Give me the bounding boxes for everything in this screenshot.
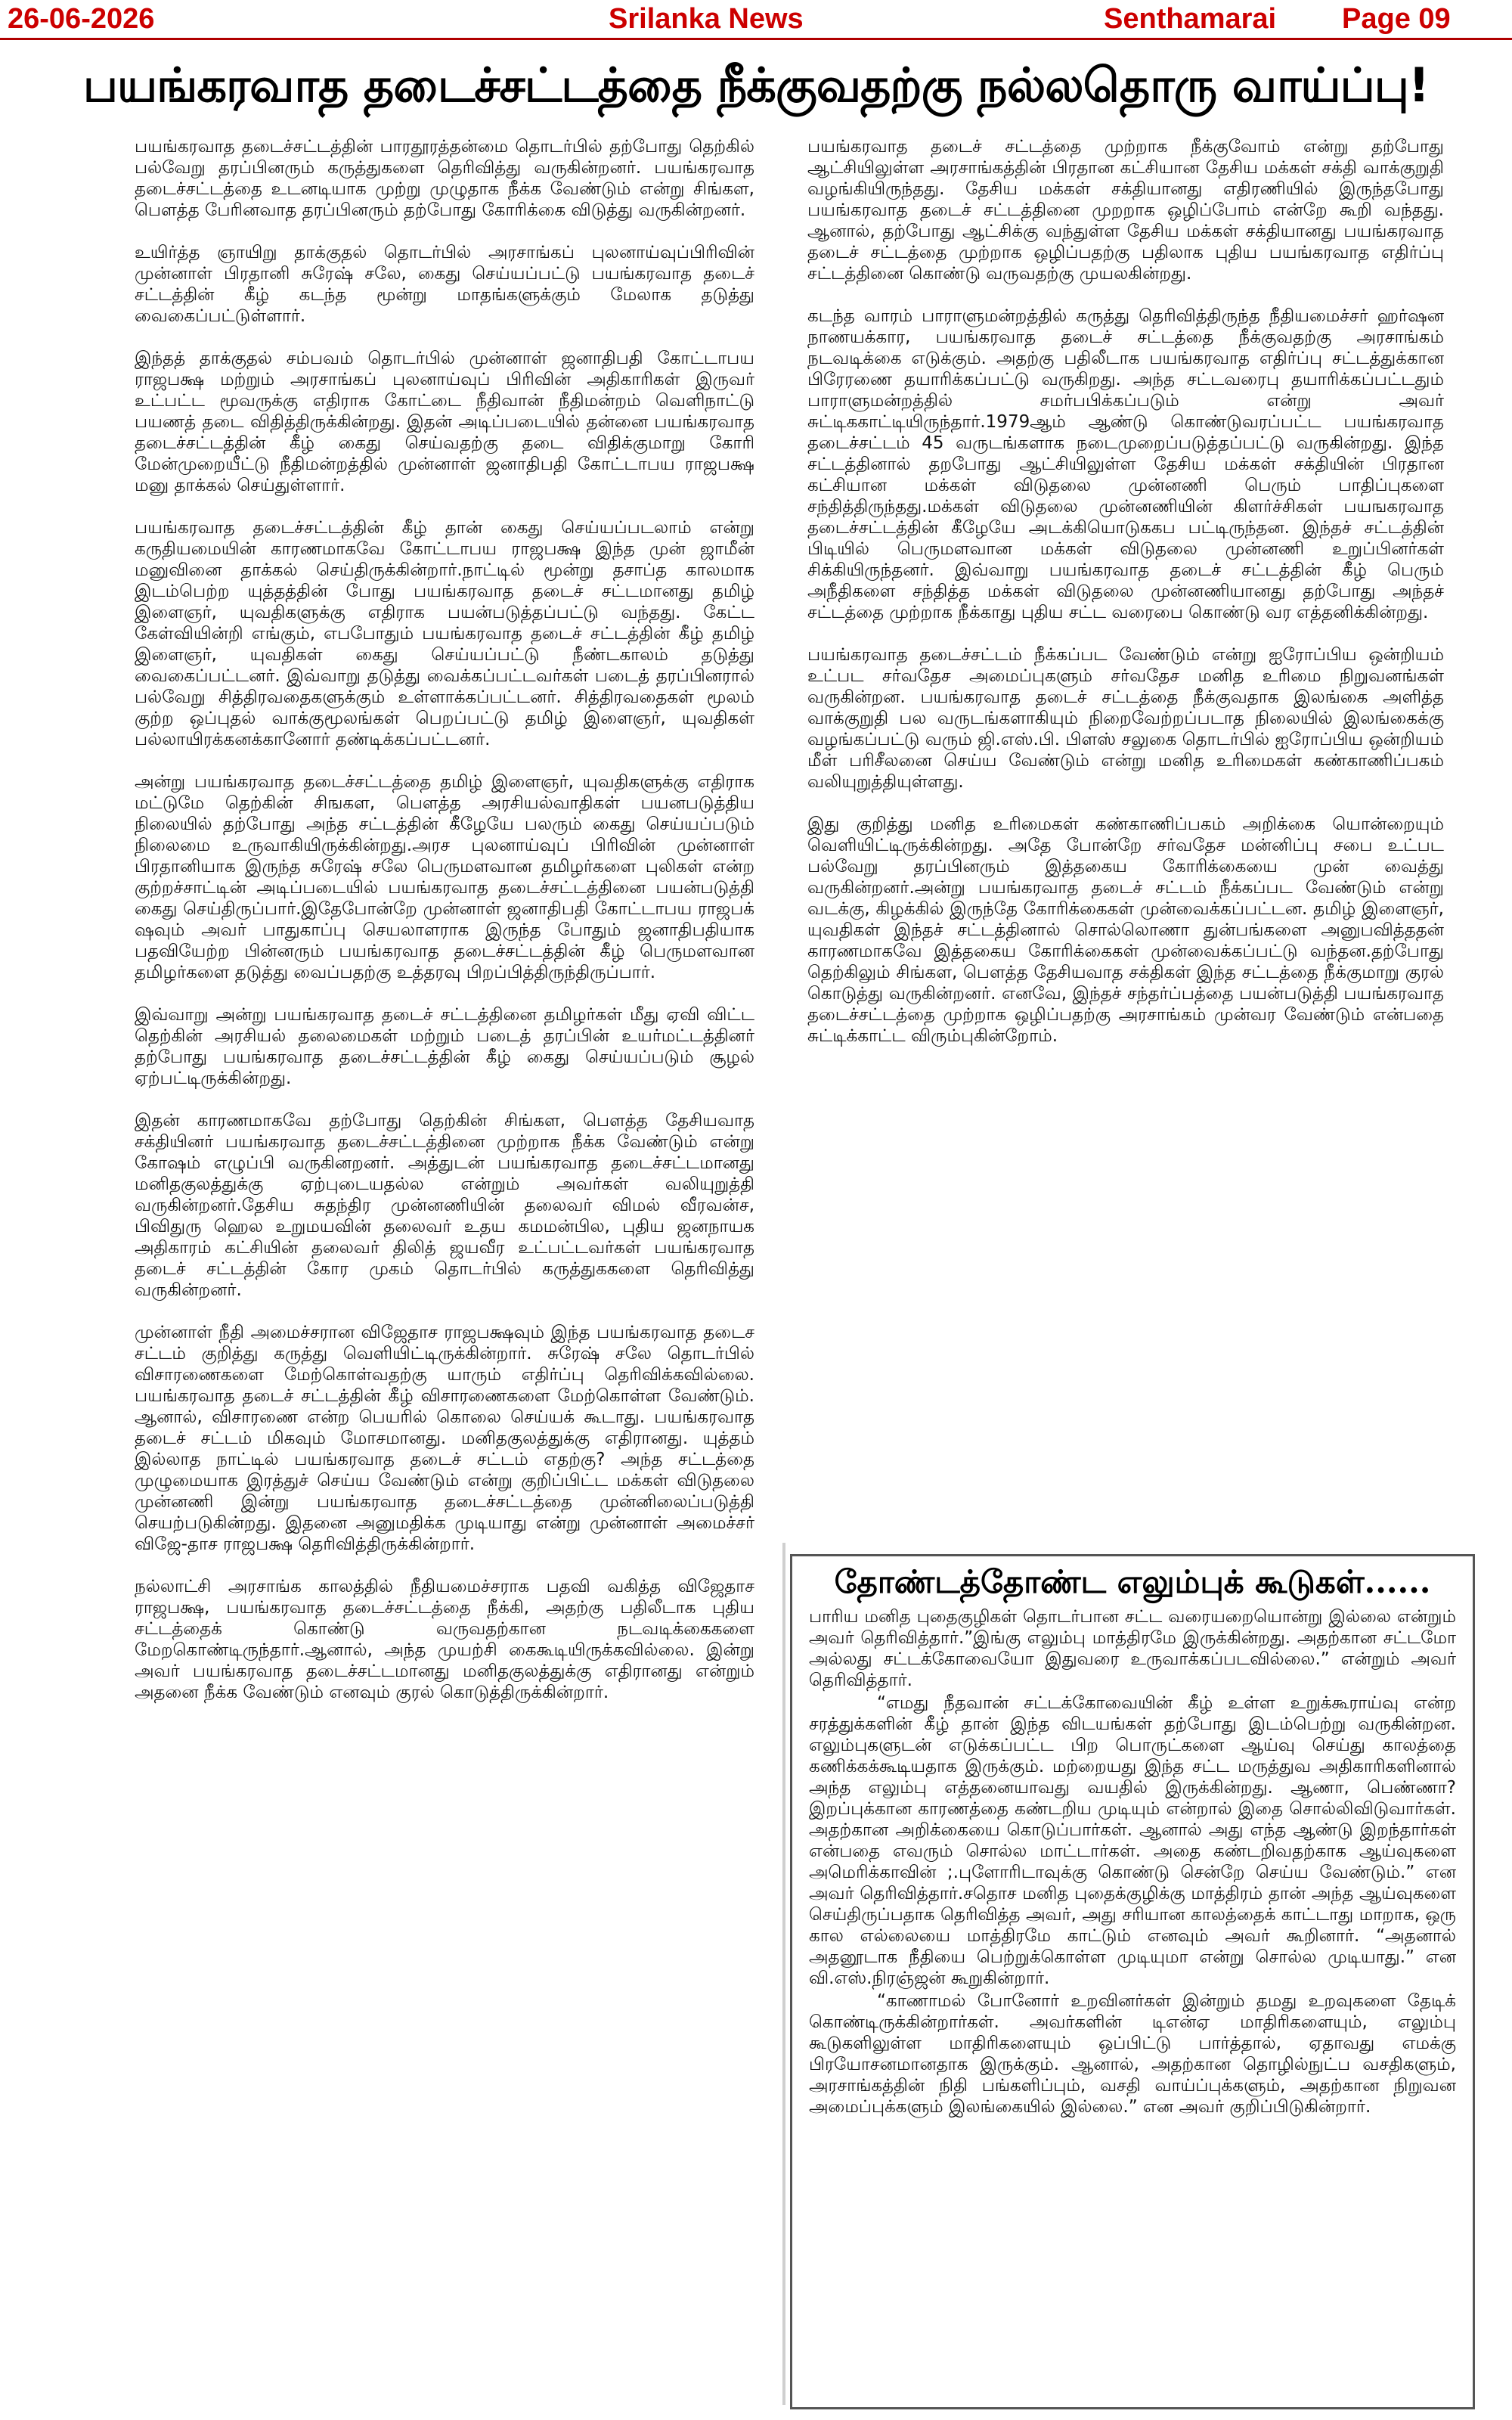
paragraph: “காணாமல் போனோர் உறவினர்கள் இன்றும் தமது உறவுகளை தேடிக் கொண்டிருக்கின்றார்கள். அவர்களின் டிஎன்ஏ மாதிரிகளையும், எலும்பு கூடுகளிலுள்ள மாதிரிகளையும் ஒப்பிட்டு பார்த்தால், ஏதாவது எமக்கு பிரயோசனமானதாக இருக்கும். ஆனால், அதற்கான தொழில்நுட்ப வசதிகளும், அரசாங்கத்தின் நிதி பங்களிப்பும், வசதி வாய்ப்புக்களும், அதற்கான நிறுவன அமைப்புக்களும் இலங்கையில் இல்லை.” என அவர் குறிப்பிடுகின்றார். [809,1991,1456,2117]
right-column [807,136,1444,1520]
paragraph: நல்லாட்சி அரசாங்க காலத்தில் நீதியமைச்சராக பதவி வகித்த விஜேதாச ராஜபக்ஷ, பயங்கரவாத தடைச்சட்டத்தை நீக்கி, அதற்கு பதிலீடாக புதிய சட்டத்தைக் கொண்டு வருவதற்கான நடவடிக்கைகளை மேறகொண்டிருந்தார்.ஆனால், அந்த முயற்சி கைகூடியிருக்கவில்லை. இன்று அவர் பயங்கரவாத தடைச்சட்டமானது மனிதகுலத்துக்கு எதிரானது என்றும் அதனை நீக்க வேண்டும் எனவும் குரல் கொடுத்திருக்கின்றார். [135,1577,754,1702]
paragraph: பயங்கரவாத தடைச்சட்டம் நீக்கப்பட வேண்டும் என்று ஐரோப்பிய ஒன்றியம் உட்பட சர்வதேச அமைப்புகளும் சர்வதேச மனித உரிமை நிறுவனங்கள் வருகின்றன. பயங்கரவாத தடைச் சட்டத்தை நீக்குவதாக இலங்கை அளித்த வாக்குறுதி பல வருடங்களாகியும் நிறைவேற்றப்படாத நிலையில் இலங்கைக்கு வழங்கப்பட்டு வரும் ஜி.எஸ்.பி. பிளஸ் சலுகை தொடர்பில் ஐரோப்பிய ஒன்றியம் மீள் பரிசீலனை செய்ய வேண்டும் என்று மனித உரிமைகள் கண்காணிப்பகம் வலியுறுத்தியுள்ளது. [807,645,1444,792]
paragraph: இது குறித்து மனித உரிமைகள் கண்காணிப்பகம் அறிக்கை யொன்றையும் வெளியிட்டிருக்கின்றது. அதே போன்றே சர்வதேச மன்னிப்பு சபை உட்பட பல்வேறு தரப்பினரும் இத்தகைய கோரிக்கையை முன் வைத்து வருகின்றனர்.அன்று பயங்கரவாத தடைச் சட்டம் நீக்கப்பட வேண்டும் என்று வடக்கு, கிழக்கில் இருந்தே கோரிக்கைகள் முன்வைக்கப்பட்டன. தமிழ் இளைஞர், யுவதிகள் இந்தச் சட்டத்தினால் சொல்லொணா துன்பங்களை அனுபவித்ததன் காரணமாகவே இத்தகைய கோரிக்கைகள் முன்வைக்கப்பட்டு வந்தன.தற்போது தெற்கிலும் சிங்கள, பௌத்த தேசியவாத சக்திகள் இந்த சட்டத்தை நீக்குமாறு குரல் கொடுத்து வருகின்றனர். எனவே, இந்தச் சந்தர்ப்பத்தை பயன்படுத்தி பயங்கரவாத தடைச்சட்டத்தை முற்றாக ஒழிப்பதற்கு அரசாங்கம் முன்வர வேண்டும் என்பதை சுட்டிக்காட்ட விரும்புகின்றோம். [807,814,1444,1046]
sidebar-title: தோண்டத்தோண்ட எலும்புக் கூடுகள்...... [834,1563,1431,1600]
page-header [0,0,1512,40]
headline: பயங்கரவாத தடைச்சட்டத்தை நீக்குவதற்கு நல்லதொரு வாய்ப்பு! [82,57,1430,113]
paragraph: பயங்கரவாத தடைச்சட்டத்தின் பாரதூரத்தன்மை தொடர்பில் தற்போது தெற்கில் பல்வேறு தரப்பினரும் கருத்துகளை தெரிவித்து வருகின்றனர். பயங்கரவாத தடைச்சட்டத்தை உடனடியாக முற்று முழுதாக நீக்க வேண்டும் என்று சிங்கள, பௌத்த பேரினவாத தரப்பினரும் தற்போது கோரிக்கை விடுத்து வருகின்றனர். [135,137,754,220]
paragraph: இந்தத் தாக்குதல் சம்பவம் தொடர்பில் முன்னாள் ஜனாதிபதி கோட்டாபய ராஜபக்ஷ மற்றும் அரசாங்கப் புலனாய்வுப் பிரிவின் அதிகாரிகள் இருவர் உட்பட்ட மூவருக்கு எதிராக கோட்டை நீதிவான் நீதிமன்றம் வெளிநாட்டு பயணத் தடை விதித்திருக்கின்றது. இதன் அடிப்படையில் தன்னை பயங்கரவாத தடைச்சட்டத்தின் கீழ் கைது செய்வதற்கு தடை விதிக்குமாறு கோரி மேன்முறையீட்டு நீதிமன்றத்தில் முன்னாள் ஜனாதிபதி கோட்டாபய ராஜபக்ஷ மனு தாக்கல் செய்துள்ளார். [135,349,754,495]
paper-name: Senthamarai [1104,3,1277,35]
sidebar-text [792,1606,1473,2118]
site-name: Srilanka News [609,3,804,35]
paragraph: கடந்த வாரம் பாராளுமன்றத்தில் கருத்து தெரிவித்திருந்த நீதியமைச்சர் ஹர்ஷன நாணயக்கார, பயங்கரவாத தடைச் சட்டத்தை நீக்குவதற்கு அரசாங்கம் நடவடிக்கை எடுக்கும். அதற்கு பதிலீடாக பயங்கரவாத எதிர்ப்பு சட்டத்துக்கான பிரேரணை தயாரிக்கப்பட்டு வருகிறது. அந்த சட்டவரைபு தயாரிக்கப்பட்டதும் பாராளுமன்றத்தில் சமர்பபிக்கப்படும் என்று அவர் சுட்டிககாட்டியிருந்தார்.1979ஆம் ஆண்டு கொண்டுவரப்பட்ட பயங்கரவாத தடைச்சட்டம் 45 வருடங்களாக நடைமுறைப்படுத்தப்பட்டு வருகின்றது. இந்த சட்டத்தினால் தறபோது ஆட்சியிலுள்ள தேசிய மக்கள் சக்தியின் பிரதான கட்சியான மக்கள் விடுதலை முன்னணி பெரும் பாதிப்புகளை சந்தித்திருந்தது.மக்கள் விடுதலை முன்னணியின் கிளர்ச்சிகள் பயஙகரவாத தடைச்சட்டத்தின் கீழேயே அடக்கியொடுககப பட்டிருந்தன. இந்தச் சட்டத்தின் பிடியில் பெருமளவான மக்கள் விடுதலை முன்னணி உறுப்பினர்கள் சிக்கியிருந்தனர். இவ்வாறு பயங்கரவாத தடைச் சட்டத்தின் கீழ் பெரும் அநீதிகளை சந்தித்த மக்கள் விடுதலை முன்னணியானது தற்போது அந்தச் சட்டத்தை முற்றாக நீக்காது புதிய சட்ட வரைபை கொண்டு வர எத்தனிக்கின்றது. [807,306,1444,622]
paragraph: பாரிய மனித புதைகுழிகள் தொடர்பான சட்ட வரையறையொன்று இல்லை என்றும் அவர் தெரிவித்தார்.”இங்கு எலும்பு மாத்திரமே இருக்கின்றது. அதற்கான சட்டமோ அல்லது சட்டக்கோவையோ இதுவரை உருவாக்கப்படவில்லை.” என்றும் அவர் தெரிவித்தார். [809,1607,1456,1690]
paragraph: அன்று பயங்கரவாத தடைச்சட்டத்தை தமிழ் இளைஞர், யுவதிகளுக்கு எதிராக மட்டுமே தெற்கின் சிஙகள, பௌத்த அரசியல்வாதிகள் பயனபடுத்திய நிலையில் தற்போது அந்த சட்டத்தின் கீழேயே பலரும் கைது செய்யப்படும் நிலைமை உருவாகியிருக்கின்றது.அரச புலனாய்வுப் பிரிவின் முன்னாள் பிரதானியாக இருந்த சுரேஷ் சலே பெருமளவான தமிழர்களை புலிகள் என்ற குற்றச்சாட்டின் அடிப்படையில் பயங்கரவாத தடைச்சட்டத்தினை பயன்படுத்தி கைது செய்திருப்பார்.இதேபோன்றே முன்னாள் ஜனாதிபதி கோட்டாபய ராஜபக் ஷவும் அவர் பாதுகாப்பு செயலாளராக இருந்த போதும் ஜனாதிபதியாக பதவியேற்ற பின்னரும் பயங்கரவாத தடைச்சட்டத்தின் கீழ் பெருமளவான தமிழர்களை தடுத்து வைப்பதற்கு உத்தரவு பிறப்பித்திருந்திருப்பார். [135,772,754,982]
paragraph: இதன் காரணமாகவே தற்போது தெற்கின் சிங்கள, பௌத்த தேசியவாத சக்தியினர் பயங்கரவாத தடைச்சட்டத்தினை முற்றாக நீக்க வேண்டும் என்று கோஷம் எழுப்பி வருகினறனர். அத்துடன் பயங்கரவாத தடைச்சட்டமானது மனிதகுலத்துக்கு ஏற்புடையதல்ல என்றும் அவர்கள் வலியுறுத்தி வருகின்றனர்.தேசிய சுதந்திர முன்னணியின் தலைவர் விமல் வீரவன்ச, பிவிதுரு ஹெல உறுமயவின் தலைவர் உதய கமமன்பில, புதிய ஜனநாயக அதிகாரம் கட்சியின் தலைவர் திலித் ஜயவீர உட்பட்டவர்கள் பயங்கரவாத தடைச் சட்டத்தின் கோர முகம் தொடர்பில் கருத்துககளை தெரிவித்து வருகின்றனர். [135,1111,754,1300]
sidebar-divider [782,1543,785,2405]
paragraph: பயங்கரவாத தடைச்சட்டத்தின் கீழ் தான் கைது செய்யப்படலாம் என்று கருதியமையின் காரணமாகவே கோட்டாபய ராஜபக்ஷ இந்த முன் ஜாமீன் மனுவினை தாக்கல் செய்திருக்கின்றார்.நாட்டில் மூன்று தசாப்த காலமாக இடம்பெற்ற யுத்தத்தின் போது பயங்கரவாத தடைச் சட்டமானது தமிழ் இளைஞர், யுவதிகளுக்கு எதிராக பயன்படுத்தப்பட்டு வந்தது. கேட்ட கேள்வியின்றி எங்கும், எபபோதும் பயங்கரவாத தடைச் சட்டத்தின் கீழ் தமிழ் இளைஞர், யுவதிகள் கைது செய்யப்பட்டு நீண்டகாலம் தடுத்து வைகைப்பட்டனர். இவ்வாறு தடுத்து வைக்கப்பட்டவர்கள் படைத் தரப்பினரால் பல்வேறு சித்திரவதைகளுக்கும் உள்ளாக்கப்பட்டனர். சித்திரவதைகள் மூலம் குற்ற ஒப்புதல் வாக்குமூலங்கள் பெறப்பட்டு தமிழ் இளைஞர், யுவதிகள் பல்லாயிரக்கனக்கானோர் தண்டிக்கப்பட்டனர். [135,518,754,749]
paragraph: இவ்வாறு அன்று பயங்கரவாத தடைச் சட்டத்தினை தமிழர்கள் மீது ஏவி விட்ட தெற்கின் அரசியல் தலைமைகள் மற்றும் படைத் தரப்பின் உயர்மட்டத்தினர் தற்போது பயங்கரவாத தடைச்சட்டத்தின் கீழ் கைது செய்யப்படும் சூழல் ஏற்பட்டிருக்கின்றது. [135,1005,754,1088]
paragraph: உயிர்த்த ஞாயிறு தாக்குதல் தொடர்பில் அரசாங்கப் புலனாய்வுப்பிரிவின் முன்னாள் பிரதானி சுரேஷ் சலே, கைது செய்யப்பட்டு பயங்கரவாத தடைச் சட்டத்தின் கீழ் கடந்த மூன்று மாதங்களுக்கும் மேலாக தடுத்து வைகைப்பட்டுள்ளார். [135,243,754,326]
sidebar-box [790,1554,1475,2409]
left-column [135,136,754,2390]
paragraph: முன்னாள் நீதி அமைச்சரான விஜேதாச ராஜபக்ஷவும் இந்த பயங்கரவாத தடைச சட்டம் குறித்து கருத்து வெளியிட்டிருக்கின்றார். சுரேஷ் சலே தொடர்பில் விசாரணைகளை மேற்கொள்வதற்கு யாரும் எதிர்ப்பு தெரிவிக்கவில்லை. பயங்கரவாத தடைச் சட்டத்தின் கீழ் விசாரணைகளை மேற்கொள்ள வேண்டும். ஆனால், விசாரணை என்ற பெயரில் கொலை செய்யக் கூடாது. பயங்கரவாத தடைச் சட்டம் மிகவும் மோசமானது. மனிதகுலத்துக்கு எதிரானது. யுத்தம் இல்லாத நாட்டில் பயங்கரவாத தடைச் சட்டம் எதற்கு? அந்த சட்டத்தை முழுமையாக இரத்துச் செய்ய வேண்டும் என்று குறிப்பிட்ட மக்கள் விடுதலை முன்னணி இன்று பயங்கரவாத தடைச்சட்டத்தை முன்னிலைப்படுத்தி செயற்படுகின்றது. இதனை அனுமதிக்க முடியாது என்று முன்னாள் அமைச்சர் விஜே-தாச ராஜபக்ஷ தெரிவித்திருக்கின்றார். [135,1323,754,1554]
paragraph: “எமது நீதவான் சட்டக்கோவையின் கீழ் உள்ள உறுக்கூராய்வு என்ற சரத்துக்களின் கீழ் தான் இந்த விடயங்கள் தற்போது இடம்பெற்று வருகின்றன. எலும்புகளுடன் எடுக்கப்பட்ட பிற பொருட்களை ஆய்வு செய்து காலத்தை கணிக்கக்கூடியதாக இருக்கும். மற்றையது இந்த சட்ட மருத்துவ அதிகாரிகளினால் அந்த எலும்பு எத்தனையாவது வயதில் இருக்கின்றது. ஆணா, பெண்ணா? இறப்புக்கான காரணத்தை கண்டறிய முடியும் என்றால் இதை சொல்லிவிடுவார்கள். அதற்கான அறிக்கையை கொடுப்பார்கள். ஆனால் அது எந்த ஆண்டு இறந்தார்கள் என்பதை எவரும் சொல்ல மாட்டார்கள். அதை கண்டறிவதற்காக ஆய்வுகளை அமெரிக்காவின் ;.புளோரிடாவுக்கு கொண்டு சென்றே செய்ய வேண்டும்.” என அவர் தெரிவித்தார்.சதொச மனித புதைக்குழிக்கு மாத்திரம் தான் அந்த ஆய்வுகளை செய்திருப்பதாக தெரிவித்த அவர், அது சரியான காலத்தைக் காட்டாது மாறாக, ஒரு கால எல்லையை மாத்திரமே காட்டும் எனவும் அவர் கூறினார். “அதனால் அதனூடாக நீதியை பெற்றுக்கொள்ள முடியுமா என்று சொல்ல முடியாது.” என வி.எஸ்.நிரஞ்ஜன் கூறுகின்றார். [809,1693,1456,1988]
paragraph: பயங்கரவாத தடைச் சட்டத்தை முற்றாக நீக்குவோம் என்று தற்போது ஆட்சியிலுள்ள அரசாங்கத்தின் பிரதான கட்சியான தேசிய மக்கள் சக்தி வாக்குறுதி வழங்கியிருந்தது. தேசிய மக்கள் சக்தியானது எதிரணியில் இருந்தபோது பயங்கரவாத தடைச் சட்டத்தினை முறறாக ஒழிப்போம் என்றே கூறி வந்தது. ஆனால், தற்போது ஆட்சிக்கு வந்துள்ள தேசிய மக்கள் சக்தியானது பயங்கரவாத தடைச் சட்டத்தை முற்றாக ஒழிப்பதற்கு பதிலாக புதிய பயங்கரவாத எதிர்ப்பு சட்டத்தினை கொண்டு வருவதற்கு முயலகின்றது. [807,137,1444,284]
page-number: Page 09 [1342,3,1451,35]
issue-date: 26-06-2026 [8,3,155,35]
